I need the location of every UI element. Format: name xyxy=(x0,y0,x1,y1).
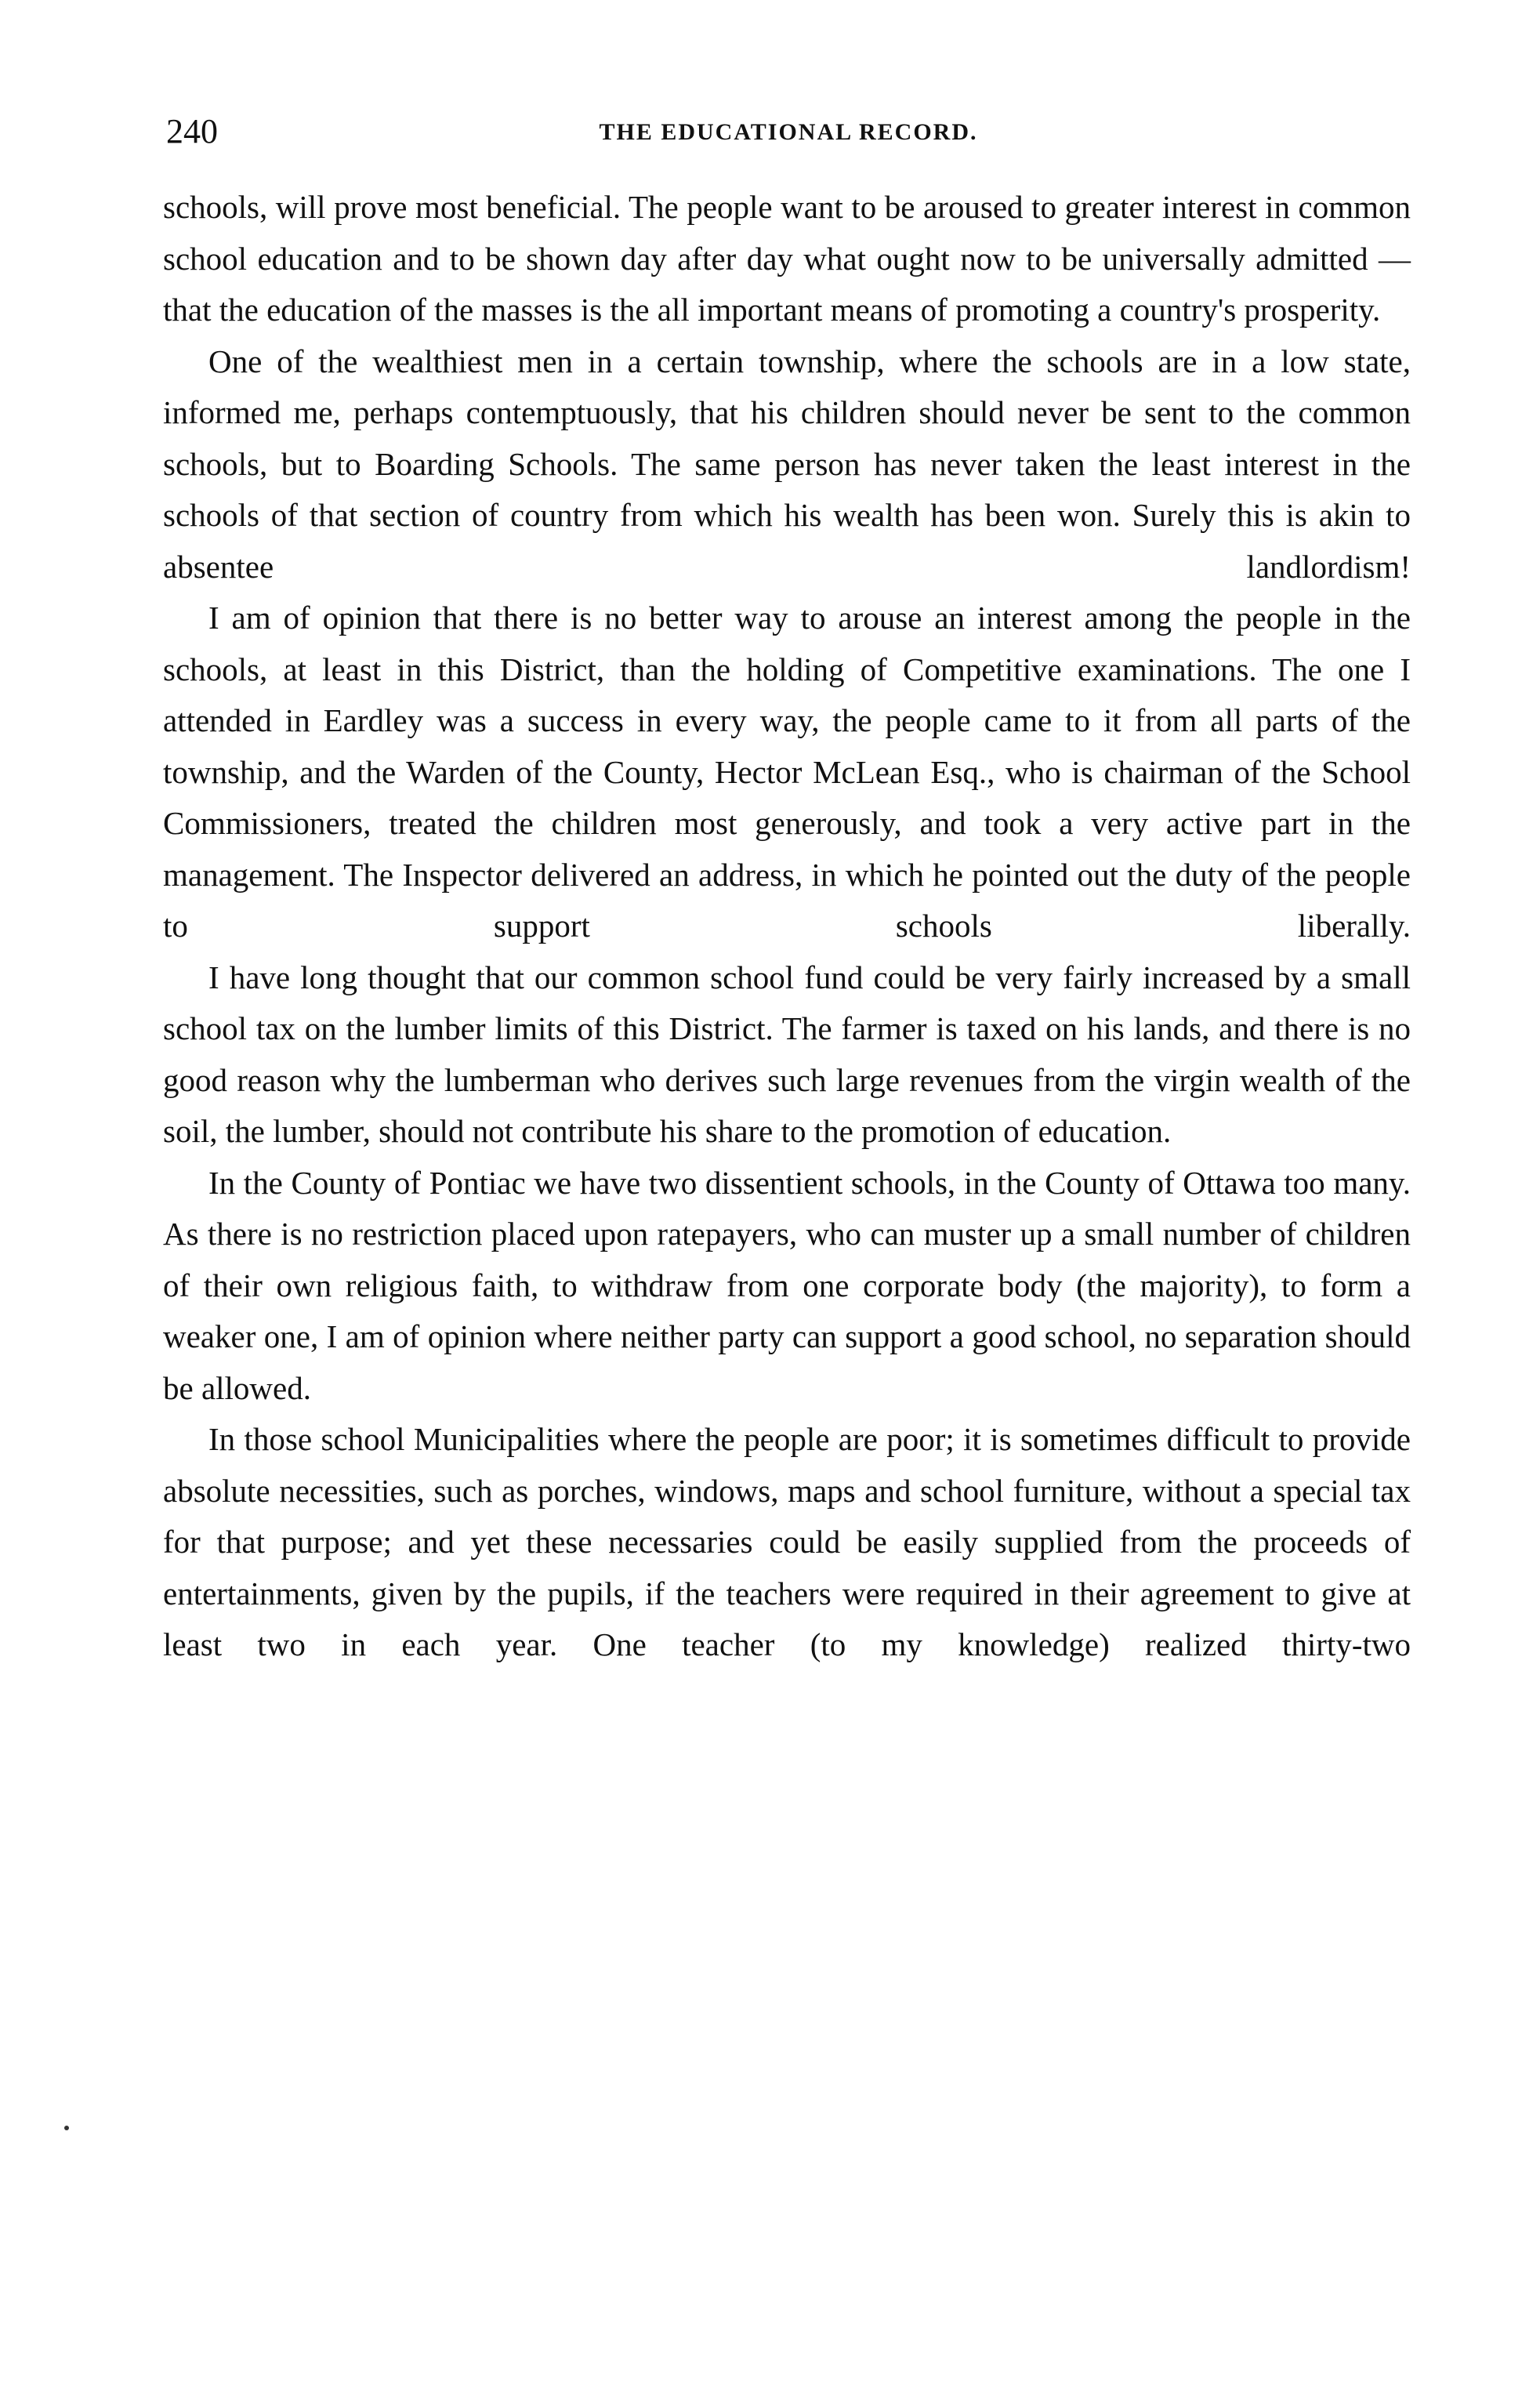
body-text xyxy=(163,182,1411,1671)
paragraph-continued: schools, will prove most beneficial. The people want to be aroused to greater interest in common school education and to be shown day after day what ought now to be universally admitted —that the education of the masses is the all important means of promoting a country's prosperity. xyxy=(163,189,1411,328)
page-header xyxy=(166,108,1411,155)
paragraph-poor-municipalities: In those school Municipalities where the people are poor; it is sometimes difficult to provide absolute necessities, such as porches, windows, maps and school furniture, without a special tax for that purpose; and yet these necessaries could be easily supplied from the proceeds of entertainments, given by the pupils, if the teachers were required in their agreement to give at least two in each year. One teacher (to my knowledge) realized thirty-two xyxy=(163,1421,1411,1662)
paragraph-school-tax-lumber: I have long thought that our common school fund could be very fairly increased by a small school tax on the lumber limits of this District. The farmer is taxed on his lands, and there is no good reason why the lumberman who derives such large revenues from the virgin wealth of the soil, the lumber, should not contribute his share to the promotion of education. xyxy=(163,959,1411,1149)
margin-dot-mark xyxy=(64,2126,69,2130)
paragraph-competitive-examinations: I am of opinion that there is no better way to arouse an interest among the people in the schools, at least in this District, than the holding of Competitive examinations. The one I attended in Eardley was a success in every way, the people came to it from all parts of the township, and the Warden of the County, Hector McLean Esq., who is chairman of the School Commissioners, treated the children most generously, and took a very active part in the management. The Inspector delivered an address, in which he pointed out the duty of the people to support schools liberally. xyxy=(163,600,1411,944)
paragraph-wealthiest-men: One of the wealthiest men in a certain township, where the schools are in a low state, informed me, perhaps contemptuously, that his children should never be sent to the common schools, but to Boarding Schools. The same person has never taken the least interest in the schools of that section of country from which his wealth has been won. Surely this is akin to absentee landlordism! xyxy=(163,343,1411,585)
running-title: THE EDUCATIONAL RECORD. xyxy=(599,119,978,145)
paragraph-dissentient-schools: In the County of Pontiac we have two dissentient schools, in the County of Ottawa too many. As there is no restriction placed upon ratepayers, who can muster up a small number of children of their own religious faith, to withdraw from one corporate body (the majority), to form a weaker one, I am of opinion where neither party can support a good school, no separation should be allowed. xyxy=(163,1164,1411,1406)
page-number: 240 xyxy=(166,112,218,150)
